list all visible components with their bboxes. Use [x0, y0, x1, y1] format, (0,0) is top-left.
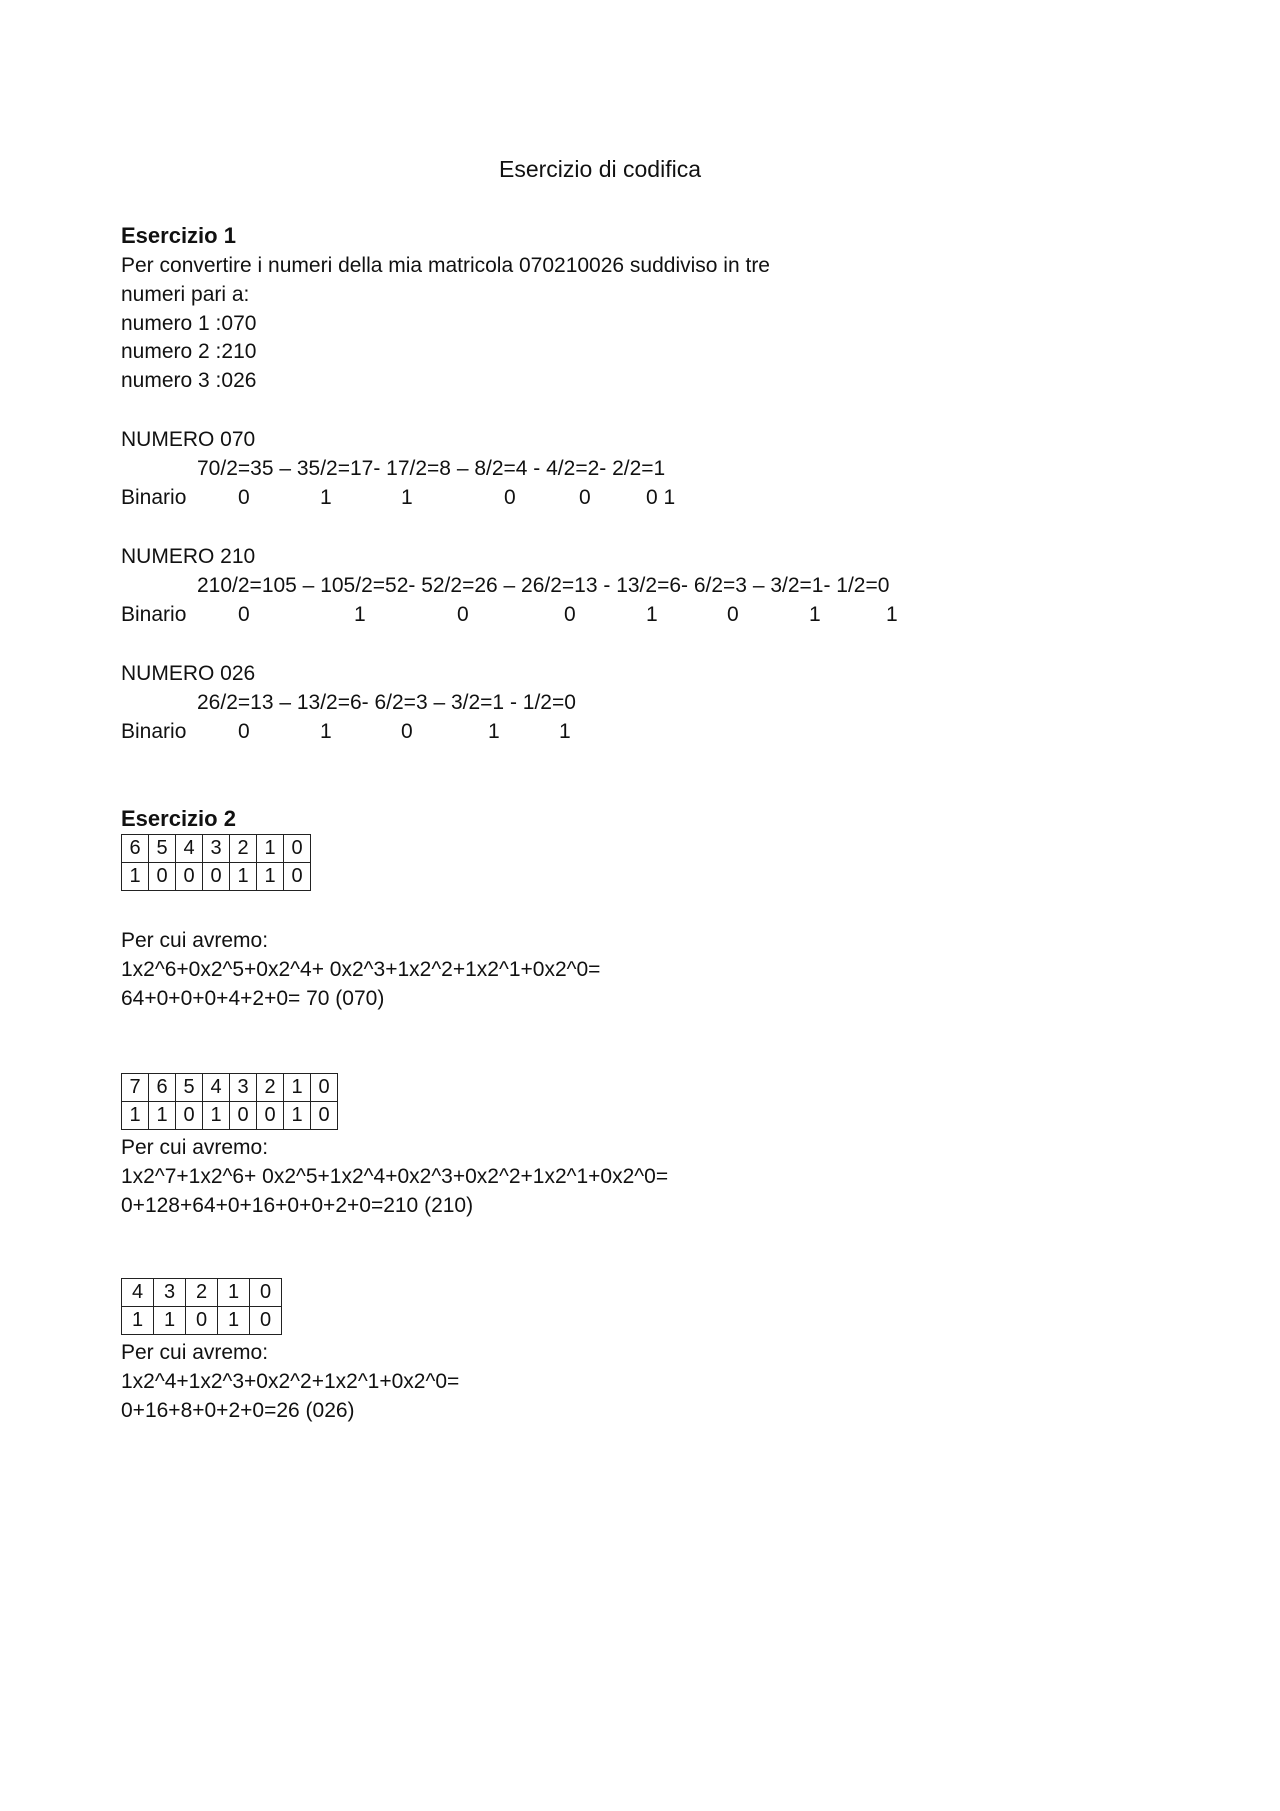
intro-line: numero 3 :026 — [121, 369, 257, 392]
number-label: NUMERO 210 — [121, 545, 256, 568]
bit-cell: 0 — [230, 1102, 257, 1130]
binary-digit: 0 — [457, 603, 469, 626]
bit-cell: 1 — [218, 1307, 250, 1335]
number-label: NUMERO 026 — [121, 662, 256, 685]
intro-line: Per convertire i numeri della mia matricola 070210026 suddiviso in tre — [121, 254, 770, 277]
binary-digit: 1 — [401, 486, 413, 509]
binary-digit: 0 — [727, 603, 739, 626]
bit-cell: 1 — [122, 1307, 154, 1335]
position-cell: 3 — [203, 835, 230, 863]
binary-digit: 1 — [809, 603, 821, 626]
bit-row — [122, 863, 311, 891]
binary-digit: 1 — [354, 603, 366, 626]
position-cell: 2 — [230, 835, 257, 863]
binary-digit: 0 — [238, 720, 250, 743]
binary-label: Binario — [121, 486, 187, 509]
document-title: Esercizio di codifica — [499, 156, 701, 182]
bit-cell: 1 — [122, 1102, 149, 1130]
bit-cell: 1 — [149, 1102, 176, 1130]
binary-digit: 1 — [646, 603, 658, 626]
binary-label: Binario — [121, 603, 187, 626]
position-row — [122, 1279, 282, 1307]
bit-row — [122, 1102, 338, 1130]
division-steps: 70/2=35 – 35/2=17- 17/2=8 – 8/2=4 - 4/2=2- 2/2=1 — [197, 457, 666, 480]
bit-cell: 0 — [257, 1102, 284, 1130]
binary-digit: 1 — [559, 720, 571, 743]
bit-row — [122, 1307, 282, 1335]
binary-digit: 0 — [238, 486, 250, 509]
bit-cell: 1 — [203, 1102, 230, 1130]
binary-digit: 0 — [238, 603, 250, 626]
binary-digit: 1 — [886, 603, 898, 626]
position-cell: 1 — [218, 1279, 250, 1307]
bit-cell: 1 — [284, 1102, 311, 1130]
position-row — [122, 835, 311, 863]
binary-digit: 0 — [504, 486, 516, 509]
exercise-2-heading: Esercizio 2 — [121, 806, 236, 831]
formula-line: 1x2^4+1x2^3+0x2^2+1x2^1+0x2^0= — [121, 1370, 460, 1393]
position-cell: 6 — [149, 1074, 176, 1102]
bit-cell: 0 — [203, 863, 230, 891]
position-cell: 3 — [154, 1279, 186, 1307]
position-cell: 0 — [284, 835, 311, 863]
bit-cell: 0 — [176, 863, 203, 891]
position-cell: 3 — [230, 1074, 257, 1102]
binary-digit: 1 — [320, 720, 332, 743]
binary-row — [121, 601, 1121, 629]
position-cell: 0 — [250, 1279, 282, 1307]
explanation-line: Per cui avremo: — [121, 929, 269, 952]
binary-digit: 0 1 — [646, 486, 676, 509]
result-line: 0+128+64+0+16+0+0+2+0=210 (210) — [121, 1194, 474, 1217]
bit-table — [121, 1073, 338, 1130]
binary-digit: 0 — [401, 720, 413, 743]
bit-cell: 1 — [122, 863, 149, 891]
position-cell: 1 — [257, 835, 284, 863]
number-label: NUMERO 070 — [121, 428, 256, 451]
formula-line: 1x2^6+0x2^5+0x2^4+ 0x2^3+1x2^2+1x2^1+0x2^0= — [121, 958, 601, 981]
binary-digit: 0 — [564, 603, 576, 626]
binary-row — [121, 484, 1121, 512]
position-cell: 0 — [311, 1074, 338, 1102]
position-cell: 4 — [122, 1279, 154, 1307]
binary-digit: 1 — [488, 720, 500, 743]
position-cell: 4 — [203, 1074, 230, 1102]
bit-table — [121, 834, 311, 891]
position-cell: 7 — [122, 1074, 149, 1102]
exercise-1-heading: Esercizio 1 — [121, 223, 236, 248]
division-steps: 26/2=13 – 13/2=6- 6/2=3 – 3/2=1 - 1/2=0 — [197, 691, 576, 714]
position-cell: 4 — [176, 835, 203, 863]
intro-line: numeri pari a: — [121, 283, 250, 306]
position-cell: 6 — [122, 835, 149, 863]
intro-line: numero 2 :210 — [121, 340, 257, 363]
position-row — [122, 1074, 338, 1102]
formula-line: 1x2^7+1x2^6+ 0x2^5+1x2^4+0x2^3+0x2^2+1x2^1+0x2^0= — [121, 1165, 669, 1188]
result-line: 64+0+0+0+4+2+0= 70 (070) — [121, 987, 385, 1010]
position-cell: 1 — [284, 1074, 311, 1102]
binary-digit: 0 — [579, 486, 591, 509]
bit-cell: 0 — [250, 1307, 282, 1335]
bit-cell: 0 — [311, 1102, 338, 1130]
bit-cell: 1 — [154, 1307, 186, 1335]
explanation-line: Per cui avremo: — [121, 1136, 269, 1159]
position-cell: 2 — [257, 1074, 284, 1102]
position-cell: 2 — [186, 1279, 218, 1307]
result-line: 0+16+8+0+2+0=26 (026) — [121, 1399, 355, 1422]
position-cell: 5 — [176, 1074, 203, 1102]
bit-cell: 1 — [230, 863, 257, 891]
bit-cell: 1 — [257, 863, 284, 891]
bit-table — [121, 1278, 282, 1335]
bit-cell: 0 — [149, 863, 176, 891]
bit-cell: 0 — [176, 1102, 203, 1130]
division-steps: 210/2=105 – 105/2=52- 52/2=26 – 26/2=13 - 13/2=6- 6/2=3 – 3/2=1- 1/2=0 — [197, 574, 890, 597]
position-cell: 5 — [149, 835, 176, 863]
bit-cell: 0 — [186, 1307, 218, 1335]
bit-cell: 0 — [284, 863, 311, 891]
binary-digit: 1 — [320, 486, 332, 509]
binary-row — [121, 718, 1121, 746]
explanation-line: Per cui avremo: — [121, 1341, 269, 1364]
binary-label: Binario — [121, 720, 187, 743]
intro-line: numero 1 :070 — [121, 312, 257, 335]
